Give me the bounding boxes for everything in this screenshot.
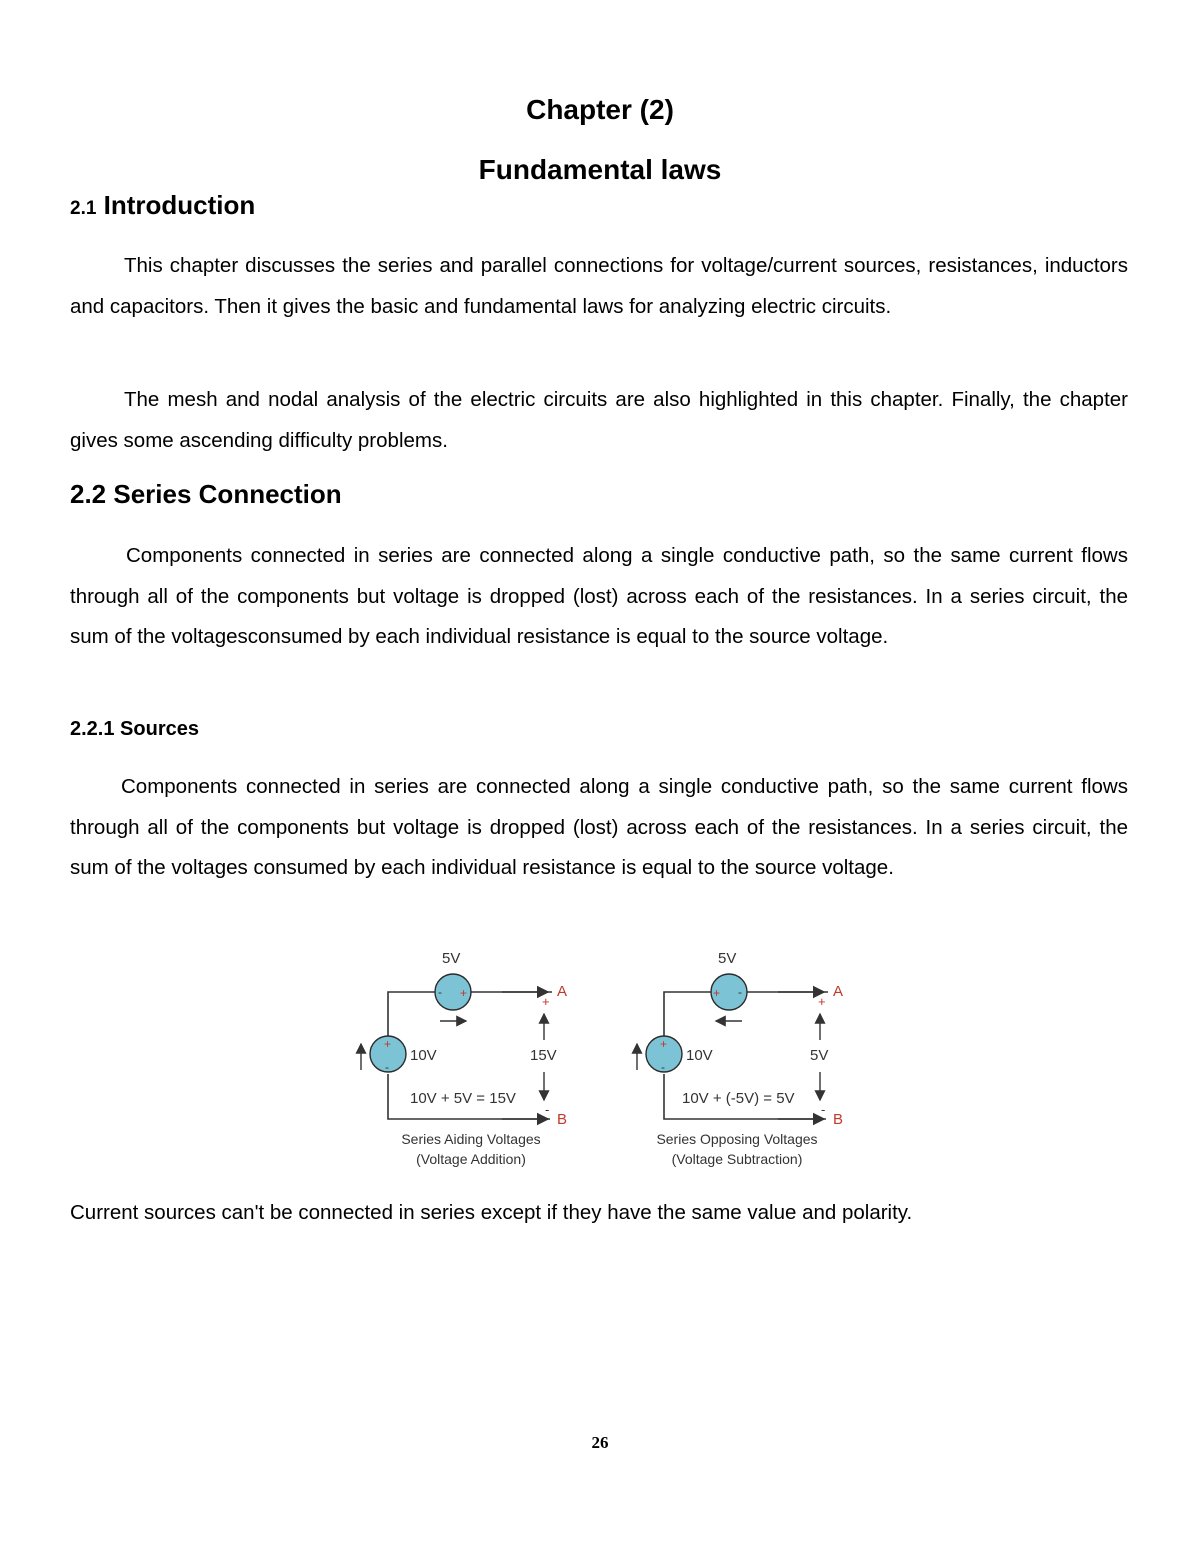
top-source-label: 5V [442,950,461,967]
left-source-label: 10V [686,1047,713,1064]
sources-paragraph: Components connected in series are connected along a single conductive path, so the same current flows through all of the components but voltage is dropped (lost) across each of the resistances. In a series circuit, the sum of the voltages consumed by each individual resistance is equal to the source voltage. [70,775,1128,879]
wire [664,992,828,1048]
plus-sign: + [384,1037,392,1051]
chapter-title: Fundamental laws [478,154,722,185]
left-source-label: 10V [410,1047,437,1064]
series-voltage-figure [352,944,872,1176]
caption-line-2: (Voltage Subtraction) [671,1151,803,1167]
output-voltage-label: 15V [530,1047,557,1064]
section-heading-series: 2.2 Series Connection [70,479,342,509]
plus-sign: + [460,986,468,1000]
caption-line-1: Series Aiding Voltages [401,1131,541,1147]
opposing-circuit [637,950,843,1167]
minus-sign: - [545,1102,550,1117]
minus-sign: - [661,1060,665,1074]
plus-sign: + [713,986,721,1000]
terminal-b-label: B [557,1111,568,1128]
terminal-b-label: B [833,1111,844,1128]
plus-sign: + [660,1037,668,1051]
sum-equation: 10V + 5V = 15V [410,1090,516,1107]
minus-sign: - [438,985,442,999]
section-title: Introduction [103,190,256,220]
intro-paragraph-1: This chapter discusses the series and parallel connections for voltage/current sources, resistances, inductors and capacitors. Then it gives the basic and fundamental laws for analyzing electric circuits. [70,254,1128,318]
plus-sign: + [818,994,826,1009]
series-voltage-diagram [352,944,872,1176]
top-source-label: 5V [718,950,737,967]
chapter-label: Chapter (2) [526,94,674,125]
wire [388,992,552,1048]
minus-sign: - [738,985,742,999]
section-number: 2.1 [70,198,97,219]
section-heading-introduction [70,190,255,221]
caption-line-1: Series Opposing Voltages [656,1131,818,1147]
caption-line-2: (Voltage Addition) [416,1151,526,1167]
series-paragraph: Components connected in series are connected along a single conductive path, so the same current flows through all of the components but voltage is dropped (lost) across each of the resistances. In a series circuit, the sum of the voltagesconsumed by each individual resistance is equal to the source voltage. [70,544,1128,648]
terminal-a-label: A [557,983,568,1000]
sum-equation: 10V + (-5V) = 5V [682,1090,795,1107]
current-sources-note: Current sources can't be connected in series except if they have the same value and polarity. [70,1201,913,1224]
terminal-a-label: A [833,983,844,1000]
minus-sign: - [385,1060,389,1074]
subsection-heading-sources: 2.2.1 Sources [70,718,199,740]
plus-sign: + [542,994,550,1009]
minus-sign: - [821,1102,826,1117]
page-number: 26 [591,1433,609,1452]
output-voltage-label: 5V [810,1047,829,1064]
intro-paragraph-2: The mesh and nodal analysis of the electric circuits are also highlighted in this chapter. Finally, the chapter gives some ascending difficulty problems. [70,388,1128,452]
aiding-circuit [361,950,567,1167]
